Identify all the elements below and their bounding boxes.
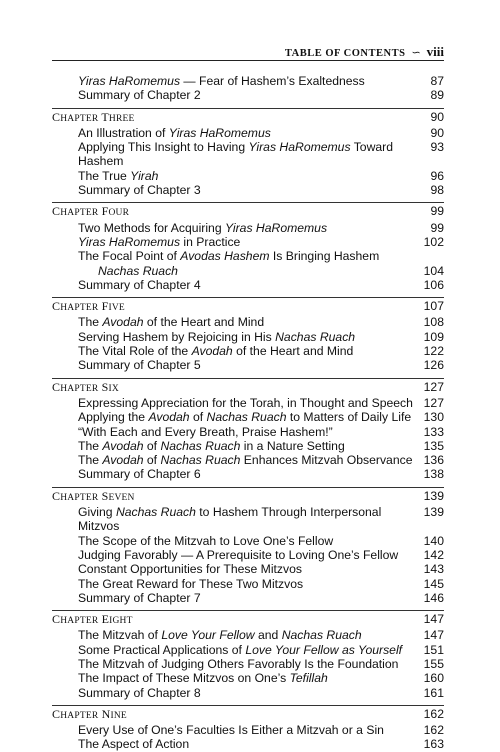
ornament-icon: ∽ bbox=[411, 47, 421, 59]
chapter-heading[interactable] bbox=[52, 204, 444, 220]
running-header-title: TABLE OF CONTENTS bbox=[284, 48, 406, 59]
toc-section bbox=[52, 378, 444, 482]
page-number: 89 bbox=[430, 88, 444, 103]
entry-title: Judging Favorably — A Prerequisite to Loving One’s Fellow bbox=[78, 547, 399, 562]
folio-number: viii bbox=[426, 44, 444, 59]
toc-entry[interactable] bbox=[52, 396, 444, 410]
chapter-heading[interactable] bbox=[52, 612, 444, 628]
entry-title: The Great Reward for These Two Mitzvos bbox=[78, 576, 304, 591]
page-number: 135 bbox=[423, 438, 444, 453]
entry-title: Every Use of One’s Faculties Is Either a Mitzvah or a Sin bbox=[78, 723, 384, 738]
page-number: 145 bbox=[423, 576, 444, 591]
toc-entry[interactable] bbox=[52, 249, 444, 263]
page-number: 98 bbox=[430, 183, 444, 198]
page-number: 160 bbox=[423, 671, 444, 686]
table-of-contents bbox=[52, 74, 444, 752]
page-number: 161 bbox=[423, 685, 444, 700]
entry-title: Two Methods for Acquiring Yiras HaRomemus bbox=[78, 220, 328, 235]
page-number: 107 bbox=[423, 299, 444, 314]
page-number: 96 bbox=[430, 168, 444, 183]
toc-entry[interactable] bbox=[52, 562, 444, 576]
page-number: 143 bbox=[423, 562, 444, 577]
toc-entry[interactable] bbox=[52, 169, 444, 183]
page-number: 90 bbox=[430, 125, 444, 140]
chapter-title: CHAPTER FIVE bbox=[52, 299, 125, 314]
page-number: 146 bbox=[423, 590, 444, 605]
running-header bbox=[52, 44, 444, 60]
chapter-title: CHAPTER SEVEN bbox=[52, 488, 135, 503]
toc-entry[interactable] bbox=[52, 723, 444, 737]
page-number: 142 bbox=[423, 547, 444, 562]
page-number: 127 bbox=[423, 395, 444, 410]
page-number: 139 bbox=[423, 505, 444, 520]
page-number: 93 bbox=[430, 140, 444, 155]
toc-entry[interactable] bbox=[52, 344, 444, 358]
entry-title: Constant Opportunities for These Mitzvos bbox=[78, 562, 302, 577]
chapter-heading[interactable] bbox=[52, 299, 444, 315]
toc-section bbox=[52, 610, 444, 700]
toc-entry[interactable] bbox=[52, 425, 444, 439]
page-number: 122 bbox=[423, 344, 444, 359]
page-number: 106 bbox=[423, 277, 444, 292]
entry-title: The Scope of the Mitzvah to Love One’s Fellow bbox=[78, 533, 334, 548]
entry-title: An Illustration of Yiras HaRomemus bbox=[78, 125, 271, 140]
page-number: 136 bbox=[423, 453, 444, 468]
entry-title: Summary of Chapter 4 bbox=[78, 277, 201, 292]
page-number: 102 bbox=[423, 234, 444, 249]
entry-title: Some Practical Applications of Love Your Fellow as Yourself bbox=[78, 642, 403, 657]
toc-entry[interactable] bbox=[52, 315, 444, 329]
toc-entry[interactable] bbox=[52, 591, 444, 605]
toc-entry[interactable] bbox=[52, 278, 444, 292]
entry-title: Summary of Chapter 6 bbox=[78, 467, 201, 482]
entry-title: The Avodah of Nachas Ruach Enhances Mitzvah Observance bbox=[78, 453, 413, 468]
entry-title: Applying This Insight to Having Yiras HaRomemus Toward Hashem bbox=[78, 140, 393, 169]
page-number: 99 bbox=[430, 204, 444, 219]
toc-entry[interactable] bbox=[52, 358, 444, 372]
page-number: 130 bbox=[423, 410, 444, 425]
page-number: 163 bbox=[423, 737, 444, 752]
page-number: 147 bbox=[423, 628, 444, 643]
page-number: 138 bbox=[423, 467, 444, 482]
page-number: 162 bbox=[423, 706, 444, 721]
toc-entry[interactable] bbox=[52, 534, 444, 548]
toc-entry[interactable] bbox=[52, 88, 444, 102]
toc-section bbox=[52, 705, 444, 752]
toc-entry[interactable] bbox=[52, 439, 444, 453]
entry-title: The Focal Point of Avodas Hashem Is Bringing Hashem bbox=[78, 249, 380, 264]
chapter-title: CHAPTER SIX bbox=[52, 379, 119, 394]
page-number: 126 bbox=[423, 358, 444, 373]
entry-title: Yiras HaRomemus in Practice bbox=[78, 234, 241, 249]
page-number: 147 bbox=[423, 612, 444, 627]
toc-entry[interactable] bbox=[52, 453, 444, 467]
toc-entry[interactable] bbox=[52, 235, 444, 249]
toc-section bbox=[52, 297, 444, 372]
entry-title: “With Each and Every Breath, Praise Hashem!” bbox=[78, 424, 333, 439]
page-number: 108 bbox=[423, 315, 444, 330]
page-number: 162 bbox=[423, 723, 444, 738]
entry-title: Summary of Chapter 5 bbox=[78, 358, 201, 373]
entry-title: Giving Nachas Ruach to Hashem Through Interpersonal Mitzvos bbox=[78, 505, 382, 534]
chapter-title: CHAPTER THREE bbox=[52, 109, 135, 124]
toc-entry[interactable] bbox=[52, 330, 444, 344]
chapter-title: CHAPTER NINE bbox=[52, 706, 127, 721]
page-number: 99 bbox=[430, 220, 444, 235]
page-number: 109 bbox=[423, 329, 444, 344]
toc-entry[interactable] bbox=[52, 577, 444, 591]
toc-entry[interactable] bbox=[52, 140, 444, 169]
page-number: 139 bbox=[423, 488, 444, 503]
entry-title: Summary of Chapter 2 bbox=[78, 88, 201, 103]
toc-entry[interactable] bbox=[52, 548, 444, 562]
entry-title: Nachas Ruach bbox=[98, 263, 178, 278]
toc-entry[interactable] bbox=[52, 628, 444, 642]
chapter-heading[interactable] bbox=[52, 380, 444, 396]
page-number: 127 bbox=[423, 379, 444, 394]
chapter-title: CHAPTER FOUR bbox=[52, 204, 130, 219]
page-number: 155 bbox=[423, 656, 444, 671]
toc-entry[interactable] bbox=[52, 221, 444, 235]
entry-title: The Avodah of the Heart and Mind bbox=[78, 315, 265, 330]
toc-section bbox=[52, 202, 444, 292]
chapter-heading[interactable] bbox=[52, 707, 444, 723]
page-number: 140 bbox=[423, 533, 444, 548]
entry-title: The True Yirah bbox=[78, 168, 159, 183]
toc-section bbox=[52, 108, 444, 198]
entry-title: The Impact of These Mitzvos on One’s Tefillah bbox=[78, 671, 328, 686]
toc-section bbox=[52, 74, 444, 103]
toc-entry[interactable] bbox=[52, 126, 444, 140]
entry-title: The Vital Role of the Avodah of the Heart and Mind bbox=[78, 344, 354, 359]
page-number: 133 bbox=[423, 424, 444, 439]
toc-entry[interactable] bbox=[52, 671, 444, 685]
entry-title: Summary of Chapter 8 bbox=[78, 685, 201, 700]
entry-title: Summary of Chapter 7 bbox=[78, 590, 201, 605]
page-number: 87 bbox=[430, 74, 444, 88]
entry-title: The Mitzvah of Love Your Fellow and Nachas Ruach bbox=[78, 628, 362, 643]
header-rule bbox=[52, 60, 444, 61]
entry-title: The Avodah of Nachas Ruach in a Nature Setting bbox=[78, 438, 345, 453]
toc-entry[interactable] bbox=[52, 410, 444, 424]
entry-title: The Mitzvah of Judging Others Favorably Is the Foundation bbox=[78, 656, 399, 671]
chapter-heading[interactable] bbox=[52, 489, 444, 505]
chapter-title: CHAPTER EIGHT bbox=[52, 612, 133, 627]
toc-entry[interactable] bbox=[52, 467, 444, 481]
entry-title: Expressing Appreciation for the Torah, in Thought and Speech bbox=[78, 395, 413, 410]
toc-entry[interactable] bbox=[52, 264, 444, 278]
entry-title: Yiras HaRomemus — Fear of Hashem’s Exaltedness bbox=[78, 74, 365, 88]
page-number: 90 bbox=[430, 109, 444, 124]
toc-section bbox=[52, 487, 444, 605]
entry-title: Summary of Chapter 3 bbox=[78, 183, 201, 198]
toc-entry[interactable] bbox=[52, 643, 444, 657]
entry-title: Applying the Avodah of Nachas Ruach to Matters of Daily Life bbox=[78, 410, 412, 425]
page-number: 104 bbox=[423, 263, 444, 278]
entry-title: The Aspect of Action bbox=[78, 737, 190, 752]
toc-entry[interactable] bbox=[52, 657, 444, 671]
chapter-heading[interactable] bbox=[52, 110, 444, 126]
entry-title: Serving Hashem by Rejoicing in His Nachas Ruach bbox=[78, 329, 356, 344]
toc-entry[interactable] bbox=[52, 505, 444, 534]
toc-entry[interactable] bbox=[52, 74, 444, 88]
toc-entry[interactable] bbox=[52, 686, 444, 700]
page-number: 151 bbox=[423, 642, 444, 657]
toc-entry[interactable] bbox=[52, 183, 444, 197]
